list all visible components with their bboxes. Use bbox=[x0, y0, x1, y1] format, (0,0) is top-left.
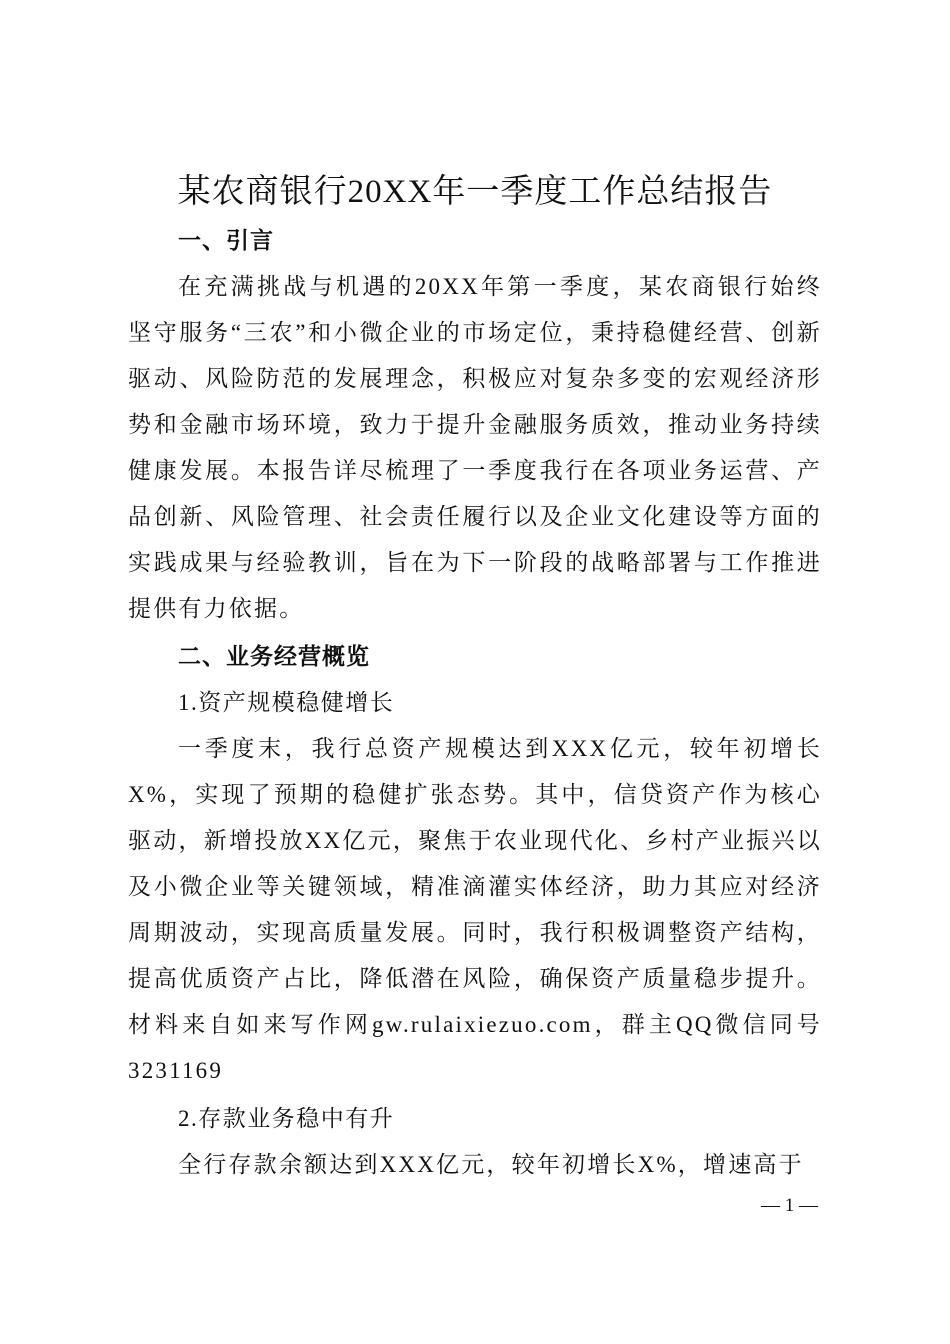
document-title: 某农商银行20XX年一季度工作总结报告 bbox=[177, 174, 773, 210]
deposit-growth-paragraph: 全行存款余额达到XXX亿元，较年初增长X%，增速高于 bbox=[178, 1152, 804, 1177]
subheading-deposit-growth: 2.存款业务稳中有升 bbox=[178, 1106, 395, 1131]
subheading-asset-growth: 1.资产规模稳健增长 bbox=[178, 690, 395, 715]
page-number: — 1 — bbox=[761, 1195, 818, 1216]
section-heading-business-overview: 二、业务经营概览 bbox=[178, 644, 370, 670]
asset-growth-paragraph: 一季度末，我行总资产规模达到XXX亿元，较年初增长X%，实现了预期的稳健扩张态势。其中，信贷资产作为核心驱动，新增投放XX亿元，聚焦于农业现代化、乡村产业振兴以及小微企业等关键领域，精准滴灌实体经济，助力其应对经济周期波动，实现高质量发展。同时，我行积极调整资产结构，提高优质资产占比，降低潜在风险，确保资产质量稳步提升。材料来自如来写作网gw.rulaixiezuo.com，群主QQ微信同号3231169 bbox=[128, 736, 822, 1083]
introduction-paragraph: 在充满挑战与机遇的20XX年第一季度，某农商银行始终坚守服务“三农”和小微企业的市场定位，秉持稳健经营、创新驱动、风险防范的发展理念，积极应对复杂多变的宏观经济形势和金融市场环境，致力于提升金融服务质效，推动业务持续健康发展。本报告详尽梳理了一季度我行在各项业务运营、产品创新、风险管理、社会责任履行以及企业文化建设等方面的实践成果与经验教训，旨在为下一阶段的战略部署与工作推进提供有力依据。 bbox=[128, 274, 822, 621]
section-heading-introduction: 一、引言 bbox=[178, 228, 274, 254]
